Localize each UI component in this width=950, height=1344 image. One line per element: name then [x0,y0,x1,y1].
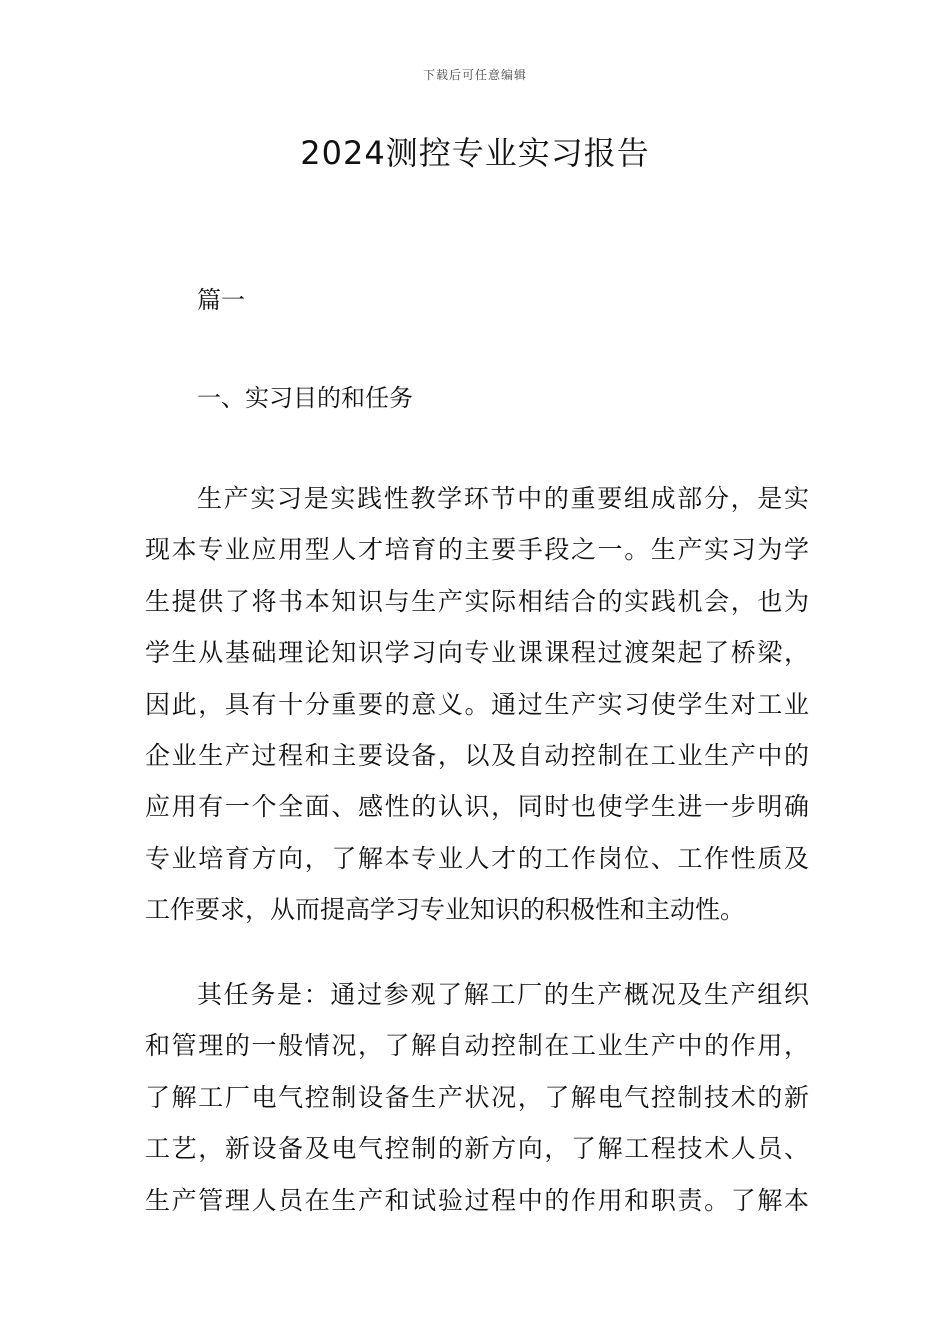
paragraph-line: 和管理的一般情况，了解自动控制在工业生产中的作用， [145,1031,809,1061]
paragraph-purpose [145,473,809,936]
paragraph-line: 了解工厂电气控制设备生产状况，了解电气控制技术的新 [145,1082,809,1112]
paragraph-line: 应用有一个全面、感性的认识，同时也使学生进一步明确 [145,792,809,822]
paragraph-tasks [145,969,809,1226]
page-header-note: 下载后可任意编辑 [422,68,527,82]
paragraph-line: 生产管理人员在生产和试验过程中的作用和职责。了解本 [145,1185,809,1215]
paragraph-line: 因此，具有十分重要的意义。通过生产实习使学生对工业 [145,689,809,719]
paragraph-line: 专业培育方向，了解本专业人才的工作岗位、工作性质及 [145,843,809,873]
paragraph-line: 生产实习是实践性教学环节中的重要组成部分，是实 [197,484,809,513]
paragraph-line: 企业生产过程和主要设备，以及自动控制在工业生产中的 [145,741,809,771]
paragraph-line: 工艺，新设备及电气控制的新方向，了解工程技术人员、 [145,1134,809,1164]
paragraph-line: 现本专业应用型人才培育的主要手段之一。生产实习为学 [145,535,809,565]
paragraph-line: 学生从基础理论知识学习向专业课课程过渡架起了桥梁， [145,638,809,668]
section-heading: 一、实习目的和任务 [197,384,413,412]
document-title: 2024测控专业实习报告 [300,134,650,172]
paragraph-line: 工作要求，从而提高学习专业知识的积极性和主动性。 [145,895,746,925]
paragraph-line: 生提供了将书本知识与生产实际相结合的实践机会，也为 [145,586,809,616]
part-label: 篇一 [197,286,245,314]
paragraph-line: 其任务是：通过参观了解工厂的生产概况及生产组织 [197,980,809,1009]
